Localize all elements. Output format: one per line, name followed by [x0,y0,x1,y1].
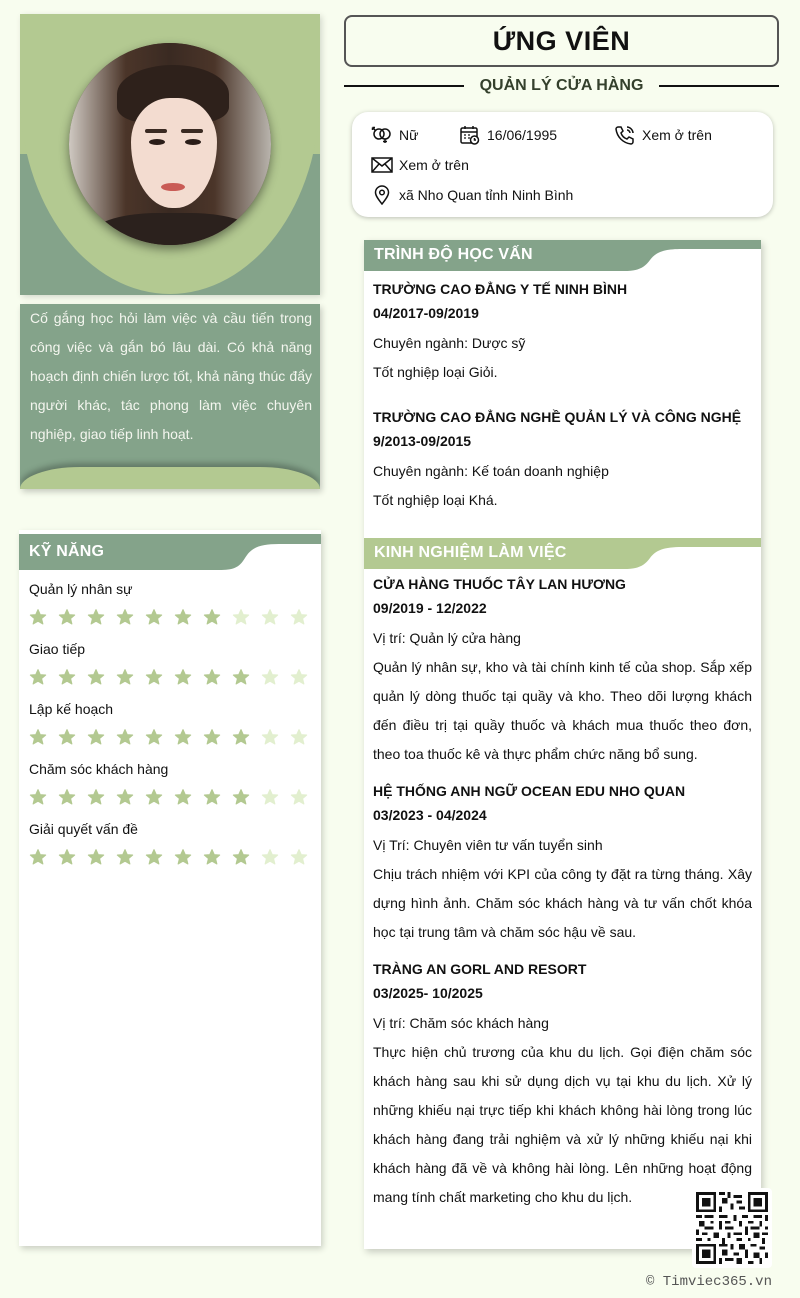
candidate-name: ỨNG VIÊN [492,25,631,56]
email-value: Xem ở trên [399,157,469,173]
star-filled-icon [87,728,105,746]
skill-rating [29,668,311,686]
contact-card [352,112,773,217]
star-filled-icon [174,848,192,866]
star-filled-icon [29,788,47,806]
qr-code-icon [696,1192,768,1264]
star-filled-icon [116,728,134,746]
career-objective [20,304,320,489]
star-filled-icon [116,608,134,626]
decorative-wave [20,467,320,489]
school-name: TRƯỜNG CAO ĐẲNG NGHỀ QUẢN LÝ VÀ CÔNG NGHỆ [373,409,742,425]
star-empty-icon [290,848,308,866]
star-empty-icon [261,788,279,806]
company-name: CỬA HÀNG THUỐC TÂY LAN HƯƠNG [373,576,626,592]
summary-text: Cố gắng học hỏi làm việc và cầu tiến trong công việc và gắn bó lâu dài. Có khả năng hoạch định chiến lược tốt, khả năng thúc đẩy người khác, tác phong làm việc chuyên nghiệp, giao tiếp linh hoạt. [30,310,312,442]
star-filled-icon [145,608,163,626]
job-role: Vị Trí: Chuyên viên tư vấn tuyển sinh [373,837,603,853]
star-filled-icon [58,788,76,806]
skill-rating [29,788,311,806]
skill-name: Giải quyết vấn đề [29,821,138,837]
location-pin-icon [371,185,393,205]
skill-item [29,760,311,820]
skill-item [29,820,311,880]
phone-item [614,125,712,145]
star-filled-icon [203,608,221,626]
experience-date: 03/2023 - 04/2024 [373,807,487,823]
skill-name: Chăm sóc khách hàng [29,761,169,777]
experience-header [364,538,761,569]
education-header [364,240,761,271]
skill-rating [29,848,311,866]
job-description: Chịu trách nhiệm với KPI của công ty đặt ra từng tháng. Xây dựng hình ảnh. Chăm sóc khách hàng và tư vấn chốt khóa học tại trung tâm và chăm sóc hậu về sau. [373,866,752,940]
skill-item [29,640,311,700]
star-filled-icon [232,848,250,866]
experience-entry [373,572,752,769]
star-filled-icon [29,728,47,746]
email-item [371,155,469,175]
star-filled-icon [145,848,163,866]
star-filled-icon [116,848,134,866]
star-filled-icon [174,788,192,806]
major: Chuyên ngành: Dược sỹ [373,335,526,351]
skills-header [19,534,321,570]
skill-rating [29,608,311,626]
star-empty-icon [290,788,308,806]
star-filled-icon [174,608,192,626]
education-date: 9/2013-09/2015 [373,433,472,449]
qr-code[interactable] [692,1188,772,1268]
avatar-panel [20,14,320,295]
education-entry [373,277,752,387]
skill-list [19,570,321,880]
education-entry [373,405,752,515]
star-filled-icon [232,728,250,746]
calendar-icon [459,125,481,145]
job-description: Quản lý nhân sự, kho và tài chính kinh tế của shop. Sắp xếp quản lý dòng thuốc tại quầy và kho. Theo dõi lượng khách đến điều trị tại quầy thuốc và khách mua thuốc theo đơn, theo toa thuốc kê và thực phẩm chức năng bổ sung. [373,659,752,762]
gender-icon [371,125,393,145]
name-box [344,15,779,67]
skill-rating [29,728,311,746]
star-filled-icon [87,608,105,626]
star-filled-icon [203,848,221,866]
star-filled-icon [58,728,76,746]
star-filled-icon [116,668,134,686]
footer-copyright: © Timviec365.vn [645,1274,772,1290]
star-filled-icon [87,668,105,686]
skill-name: Lập kế hoạch [29,701,114,717]
divider [659,85,779,87]
skill-name: Giao tiếp [29,641,86,657]
address-value: xã Nho Quan tỉnh Ninh Bình [399,187,574,203]
experience-list [364,569,761,1212]
star-filled-icon [232,788,250,806]
star-empty-icon [290,668,308,686]
skill-item [29,580,311,640]
star-filled-icon [145,668,163,686]
phone-value: Xem ở trên [642,127,712,143]
education-list [364,271,761,515]
job-description: Thực hiện chủ trương của khu du lịch. Gọi điện chăm sóc khách hàng sau khi sử dụng dịch vụ tại khu du lịch. Xử lý những khiếu nại trực tiếp khi khách không hài lòng trong lúc khách hàng đang trải nghiệm và xử lý những khiếu nại khi khách hàng đã về và không hài lòng. Lên những hoạt động mang tính chất marketing cho khu du lịch. [373,1044,752,1205]
star-filled-icon [29,848,47,866]
star-filled-icon [174,728,192,746]
star-filled-icon [58,668,76,686]
divider [344,85,464,87]
star-filled-icon [232,668,250,686]
birthday-value: 16/06/1995 [487,127,558,143]
company-name: TRÀNG AN GORL AND RESORT [373,961,587,977]
star-filled-icon [58,848,76,866]
phone-icon [614,125,636,145]
address-item [371,185,573,205]
position-row [344,74,779,98]
job-role: Vị trí: Chăm sóc khách hàng [373,1015,549,1031]
experience-date: 03/2025- 10/2025 [373,985,483,1001]
graduation-result: Tốt nghiệp loại Giỏi. [373,364,498,380]
skills-section [19,530,321,1246]
gender-value: Nữ [399,127,419,143]
job-role: Vị trí: Quản lý cửa hàng [373,630,521,646]
star-empty-icon [232,608,250,626]
star-filled-icon [87,788,105,806]
skill-item [29,700,311,760]
star-empty-icon [290,728,308,746]
main-panel [364,240,761,1249]
education-date: 04/2017-09/2019 [373,305,479,321]
avatar [69,43,271,245]
skills-title: KỸ NĂNG [29,543,105,560]
star-filled-icon [203,788,221,806]
skill-name: Quản lý nhân sự [29,581,133,597]
experience-entry [373,779,752,947]
star-empty-icon [261,608,279,626]
star-empty-icon [290,608,308,626]
star-filled-icon [174,668,192,686]
experience-entry [373,957,752,1212]
star-filled-icon [116,788,134,806]
star-empty-icon [261,728,279,746]
company-name: HỆ THỐNG ANH NGỮ OCEAN EDU NHO QUAN [373,783,686,799]
education-title: TRÌNH ĐỘ HỌC VẤN [374,246,533,263]
star-filled-icon [29,668,47,686]
star-filled-icon [145,788,163,806]
birthday-item [459,125,557,145]
mail-icon [371,155,393,175]
gender-item [371,125,418,145]
star-filled-icon [203,728,221,746]
star-filled-icon [87,848,105,866]
star-empty-icon [261,848,279,866]
major: Chuyên ngành: Kế toán doanh nghiệp [373,463,609,479]
experience-date: 09/2019 - 12/2022 [373,600,487,616]
graduation-result: Tốt nghiệp loại Khá. [373,492,498,508]
star-filled-icon [29,608,47,626]
star-filled-icon [58,608,76,626]
star-empty-icon [261,668,279,686]
experience-section [364,538,761,1212]
education-section [364,240,761,538]
star-filled-icon [145,728,163,746]
job-position: QUẢN LÝ CỬA HÀNG [479,77,644,94]
experience-title: KINH NGHIỆM LÀM VIỆC [374,544,567,561]
school-name: TRƯỜNG CAO ĐẲNG Y TẾ NINH BÌNH [373,281,628,297]
star-filled-icon [203,668,221,686]
